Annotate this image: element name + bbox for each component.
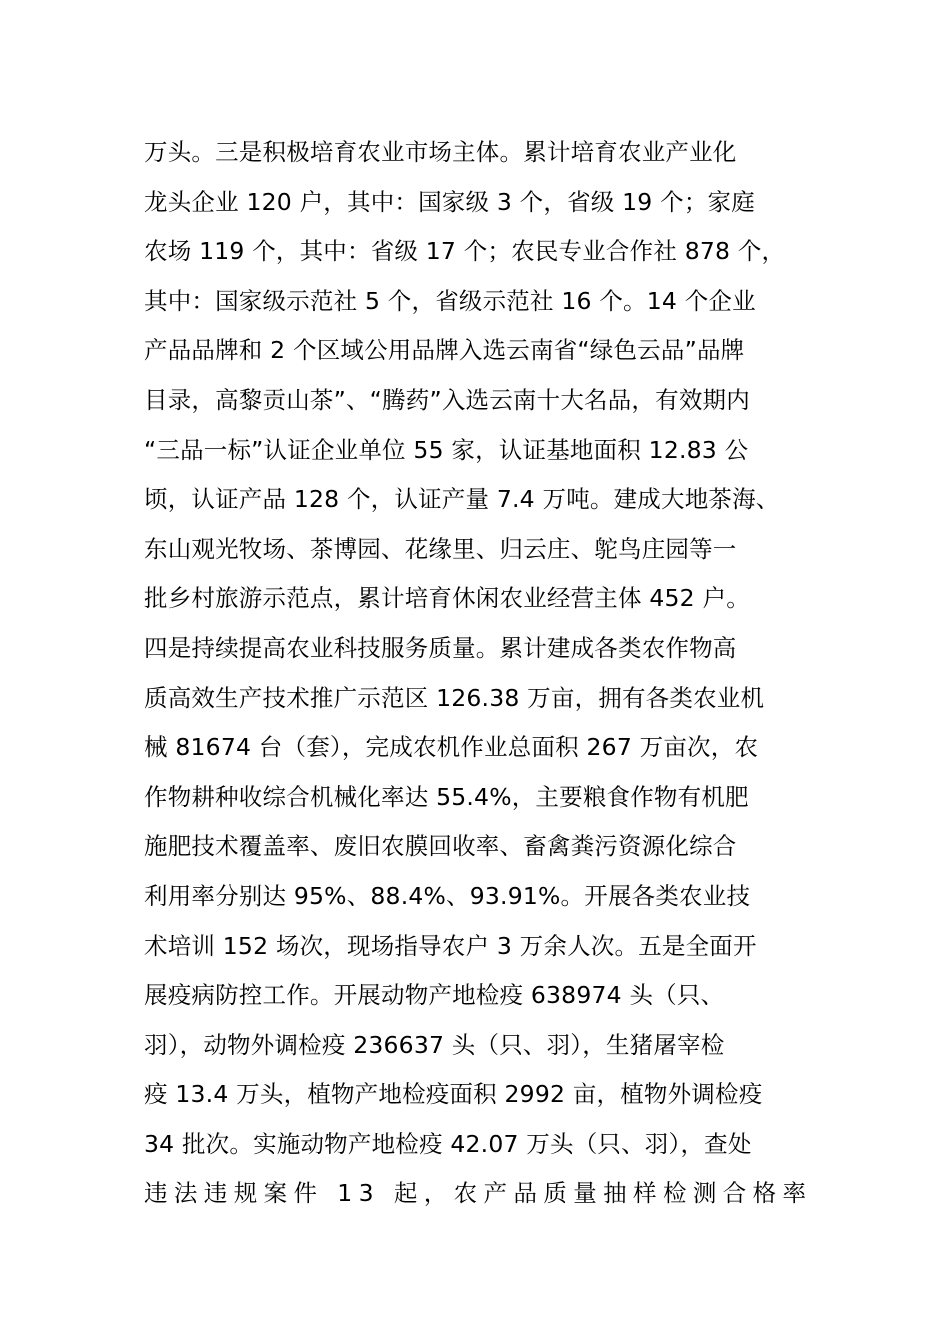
- text-line-15: 施肥技术覆盖率、废旧农膜回收率、畜禽粪污资源化综合: [144, 832, 737, 861]
- text-line-11: 四是持续提高农业科技服务质量。累计建成各类农作物高: [144, 633, 737, 662]
- text-line-12: 质高效生产技术推广示范区 126.38 万亩，拥有各类农业机: [144, 683, 765, 712]
- text-line-13: 械 81674 台（套），完成农机作业总面积 267 万亩次，农: [144, 733, 759, 762]
- text-line-14: 作物耕种收综合机械化率达 55.4%，主要粮食作物有机肥: [144, 782, 749, 811]
- text-line-6: 目录，高黎贡山茶”、“腾药”入选云南十大名品，有效期内: [144, 385, 750, 414]
- text-line-2: 龙头企业 120 户，其中：国家级 3 个，省级 19 个；家庭: [144, 187, 755, 216]
- text-line-19: 羽），动物外调检疫 236637 头（只、羽），生猪屠宰检: [144, 1030, 725, 1059]
- text-line-10: 批乡村旅游示范点，累计培育休闲农业经营主体 452 户。: [144, 584, 750, 613]
- text-line-20: 疫 13.4 万头，植物产地检疫面积 2992 亩，植物外调检疫: [144, 1080, 763, 1109]
- body-text: [144, 128, 844, 1219]
- text-line-18: 展疫病防控工作。开展动物产地检疫 638974 头（只、: [144, 981, 725, 1010]
- text-line-16: 利用率分别达 95%、88.4%、93.91%。开展各类农业技: [144, 881, 751, 910]
- text-line-1: 万头。三是积极培育农业市场主体。累计培育农业产业化: [144, 138, 737, 166]
- text-line-22: 违法违规案件 13 起，农产品质量抽样检测合格率: [144, 1179, 813, 1208]
- text-line-4: 其中：国家级示范社 5 个，省级示范社 16 个。14 个企业: [144, 286, 756, 315]
- text-line-9: 东山观光牧场、茶博园、花缘里、归云庄、鸵鸟庄园等一: [144, 534, 737, 563]
- text-line-7: “三品一标”认证企业单位 55 家，认证基地面积 12.83 公: [144, 435, 749, 464]
- text-line-3: 农场 119 个，其中：省级 17 个；农民专业合作社 878 个，: [144, 237, 786, 266]
- text-line-8: 顷，认证产品 128 个，认证产量 7.4 万吨。建成大地茶海、: [144, 485, 780, 514]
- text-line-17: 术培训 152 场次，现场指导农户 3 万余人次。五是全面开: [144, 931, 757, 960]
- text-line-5: 产品品牌和 2 个区域公用品牌入选云南省“绿色云品”品牌: [144, 336, 745, 365]
- text-line-21: 34 批次。实施动物产地检疫 42.07 万头（只、羽），查处: [144, 1129, 752, 1158]
